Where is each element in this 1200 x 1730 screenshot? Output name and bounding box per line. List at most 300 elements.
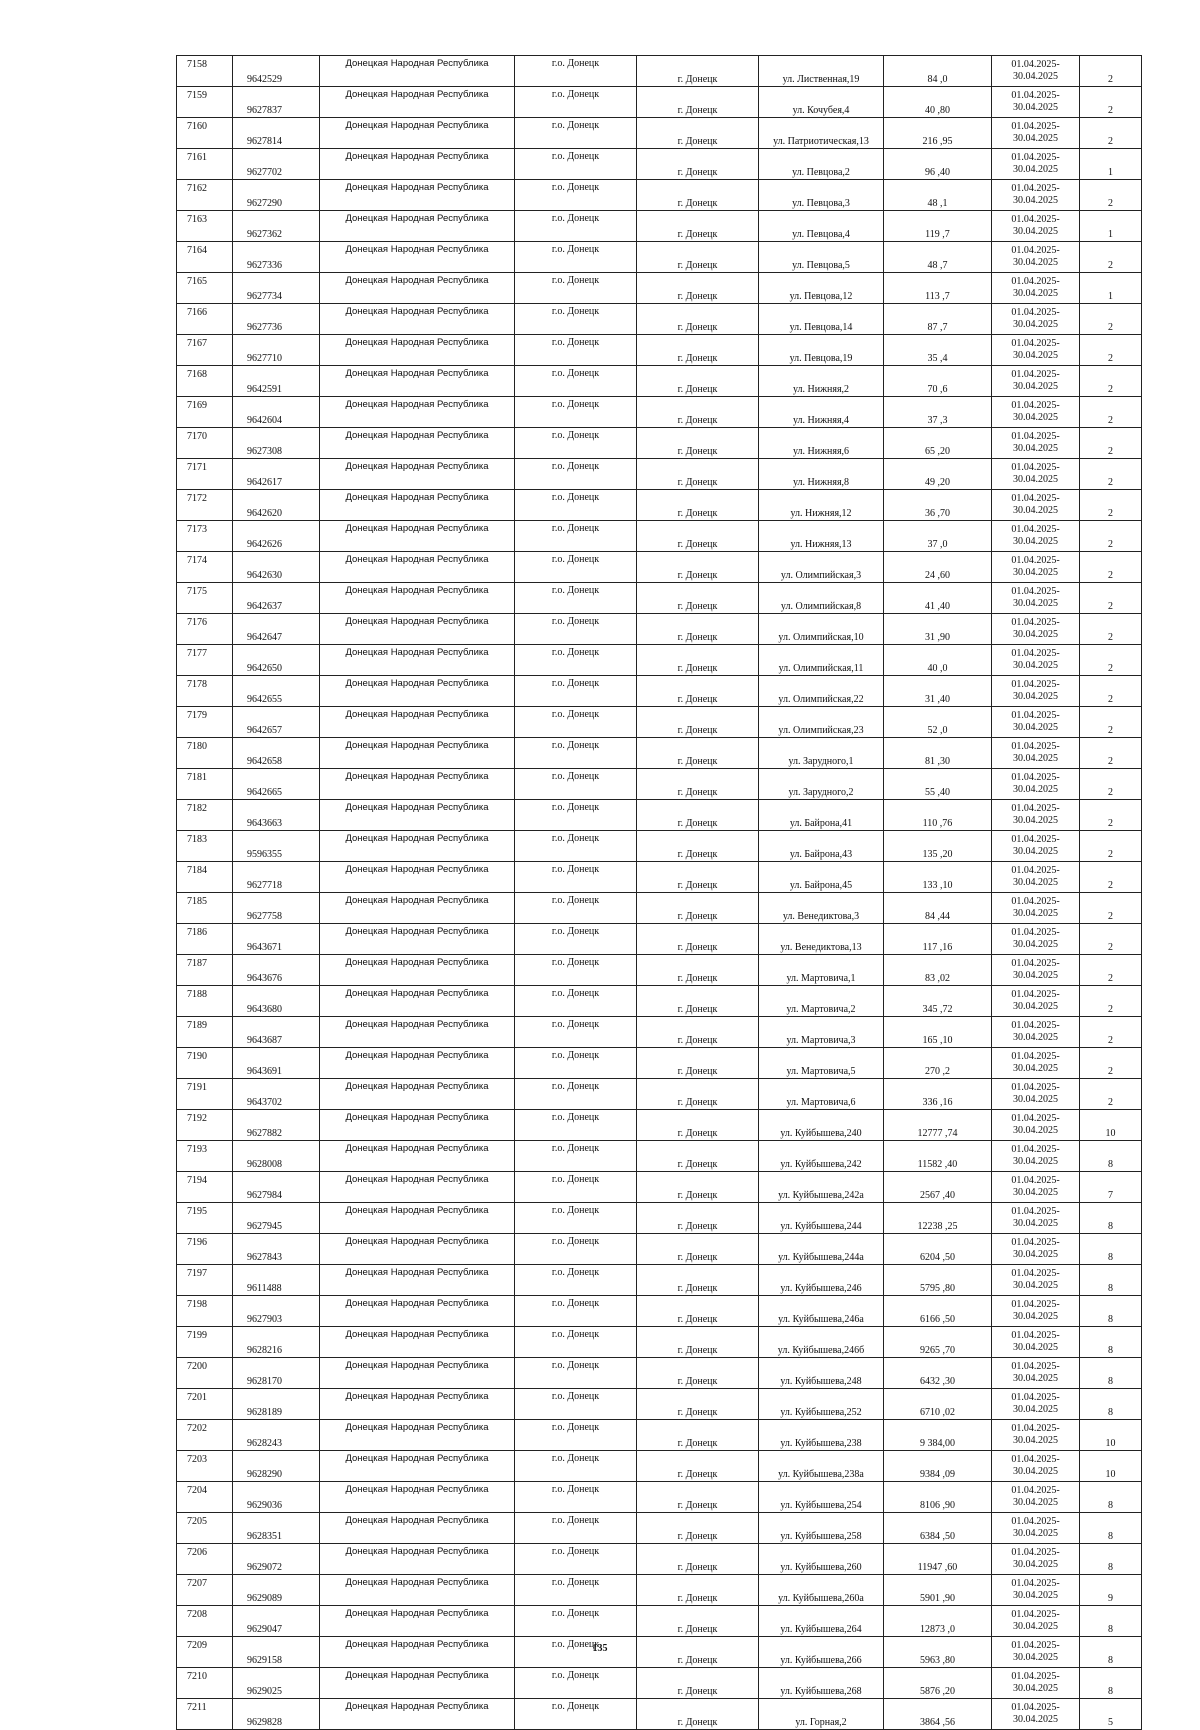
area-cell: 96 ,40 bbox=[884, 149, 992, 180]
period-end: 30.04.2025 bbox=[1013, 1125, 1058, 1136]
street-address-cell: ул. Певцова,5 bbox=[759, 242, 884, 273]
period-end: 30.04.2025 bbox=[1013, 1435, 1058, 1446]
city-cell: г. Донецк bbox=[637, 428, 759, 459]
period-end: 30.04.2025 bbox=[1013, 970, 1058, 981]
period-start: 01.04.2025- bbox=[1011, 1423, 1060, 1434]
table-row bbox=[177, 304, 1142, 335]
row-number-cell: 7172 bbox=[177, 490, 233, 521]
city-cell: г. Донецк bbox=[637, 1296, 759, 1327]
row-number-cell: 7195 bbox=[177, 1203, 233, 1234]
period-end: 30.04.2025 bbox=[1013, 1590, 1058, 1601]
city-cell: г. Донецк bbox=[637, 831, 759, 862]
period-start: 01.04.2025- bbox=[1011, 307, 1060, 318]
city-cell: г. Донецк bbox=[637, 707, 759, 738]
row-number-cell: 7168 bbox=[177, 366, 233, 397]
period-start: 01.04.2025- bbox=[1011, 369, 1060, 380]
period-start: 01.04.2025- bbox=[1011, 1020, 1060, 1031]
period-cell bbox=[992, 273, 1080, 304]
street-address-cell: ул. Куйбышева,244 bbox=[759, 1203, 884, 1234]
street-address-cell: ул. Нижняя,8 bbox=[759, 459, 884, 490]
district-cell: г.о. Донецк bbox=[515, 180, 637, 211]
area-cell: 9265 ,70 bbox=[884, 1327, 992, 1358]
period-end: 30.04.2025 bbox=[1013, 753, 1058, 764]
object-code-cell: 9642617 bbox=[233, 459, 320, 490]
table-row bbox=[177, 1110, 1142, 1141]
area-cell: 84 ,0 bbox=[884, 56, 992, 87]
count-cell: 2 bbox=[1080, 459, 1142, 490]
republic-cell: Донецкая Народная Республика bbox=[320, 552, 515, 583]
city-cell: г. Донецк bbox=[637, 955, 759, 986]
area-cell: 48 ,1 bbox=[884, 180, 992, 211]
table-row bbox=[177, 335, 1142, 366]
city-cell: г. Донецк bbox=[637, 552, 759, 583]
period-end: 30.04.2025 bbox=[1013, 1466, 1058, 1477]
city-cell: г. Донецк bbox=[637, 800, 759, 831]
area-cell: 55 ,40 bbox=[884, 769, 992, 800]
district-cell: г.о. Донецк bbox=[515, 1668, 637, 1699]
period-end: 30.04.2025 bbox=[1013, 1156, 1058, 1167]
count-cell: 2 bbox=[1080, 56, 1142, 87]
row-number-cell: 7179 bbox=[177, 707, 233, 738]
period-end: 30.04.2025 bbox=[1013, 71, 1058, 82]
period-start: 01.04.2025- bbox=[1011, 1392, 1060, 1403]
district-cell: г.о. Донецк bbox=[515, 583, 637, 614]
period-end: 30.04.2025 bbox=[1013, 722, 1058, 733]
republic-cell: Донецкая Народная Республика bbox=[320, 769, 515, 800]
city-cell: г. Донецк bbox=[637, 521, 759, 552]
republic-cell: Донецкая Народная Республика bbox=[320, 1482, 515, 1513]
row-number-cell: 7185 bbox=[177, 893, 233, 924]
city-cell: г. Донецк bbox=[637, 1513, 759, 1544]
period-end: 30.04.2025 bbox=[1013, 1683, 1058, 1694]
count-cell: 8 bbox=[1080, 1265, 1142, 1296]
row-number-cell: 7203 bbox=[177, 1451, 233, 1482]
count-cell: 2 bbox=[1080, 1079, 1142, 1110]
street-address-cell: ул. Куйбышева,266 bbox=[759, 1637, 884, 1668]
period-cell bbox=[992, 1110, 1080, 1141]
street-address-cell: ул. Горная,2 bbox=[759, 1699, 884, 1730]
street-address-cell: ул. Куйбышева,260а bbox=[759, 1575, 884, 1606]
object-code-cell: 9642647 bbox=[233, 614, 320, 645]
street-address-cell: ул. Куйбышева,242а bbox=[759, 1172, 884, 1203]
street-address-cell: ул. Зарудного,1 bbox=[759, 738, 884, 769]
republic-cell: Донецкая Народная Республика bbox=[320, 428, 515, 459]
district-cell: г.о. Донецк bbox=[515, 645, 637, 676]
table-row bbox=[177, 893, 1142, 924]
district-cell: г.о. Донецк bbox=[515, 1451, 637, 1482]
area-cell: 119 ,7 bbox=[884, 211, 992, 242]
object-code-cell: 9627945 bbox=[233, 1203, 320, 1234]
table-row bbox=[177, 862, 1142, 893]
period-start: 01.04.2025- bbox=[1011, 1051, 1060, 1062]
city-cell: г. Донецк bbox=[637, 180, 759, 211]
row-number-cell: 7194 bbox=[177, 1172, 233, 1203]
street-address-cell: ул. Нижняя,12 bbox=[759, 490, 884, 521]
period-cell bbox=[992, 800, 1080, 831]
period-cell bbox=[992, 1296, 1080, 1327]
period-start: 01.04.2025- bbox=[1011, 958, 1060, 969]
period-end: 30.04.2025 bbox=[1013, 908, 1058, 919]
area-cell: 5795 ,80 bbox=[884, 1265, 992, 1296]
table-row bbox=[177, 1513, 1142, 1544]
period-start: 01.04.2025- bbox=[1011, 1361, 1060, 1372]
period-end: 30.04.2025 bbox=[1013, 1280, 1058, 1291]
table-row bbox=[177, 955, 1142, 986]
period-cell bbox=[992, 87, 1080, 118]
street-address-cell: ул. Байрона,45 bbox=[759, 862, 884, 893]
republic-cell: Донецкая Народная Республика bbox=[320, 1017, 515, 1048]
street-address-cell: ул. Куйбышева,260 bbox=[759, 1544, 884, 1575]
table-row bbox=[177, 1172, 1142, 1203]
street-address-cell: ул. Лиственная,19 bbox=[759, 56, 884, 87]
count-cell: 1 bbox=[1080, 149, 1142, 180]
count-cell: 2 bbox=[1080, 490, 1142, 521]
object-code-cell: 9627336 bbox=[233, 242, 320, 273]
city-cell: г. Донецк bbox=[637, 149, 759, 180]
row-number-cell: 7171 bbox=[177, 459, 233, 490]
table-row bbox=[177, 552, 1142, 583]
object-code-cell: 9628189 bbox=[233, 1389, 320, 1420]
table-row bbox=[177, 1420, 1142, 1451]
republic-cell: Донецкая Народная Республика bbox=[320, 1141, 515, 1172]
table-row bbox=[177, 273, 1142, 304]
address-table bbox=[176, 55, 1142, 1730]
count-cell: 2 bbox=[1080, 955, 1142, 986]
area-cell: 6432 ,30 bbox=[884, 1358, 992, 1389]
district-cell: г.о. Донецк bbox=[515, 831, 637, 862]
row-number-cell: 7197 bbox=[177, 1265, 233, 1296]
count-cell: 8 bbox=[1080, 1668, 1142, 1699]
republic-cell: Донецкая Народная Республика bbox=[320, 1668, 515, 1699]
count-cell: 2 bbox=[1080, 831, 1142, 862]
period-cell bbox=[992, 614, 1080, 645]
object-code-cell: 9627736 bbox=[233, 304, 320, 335]
period-cell bbox=[992, 1358, 1080, 1389]
row-number-cell: 7191 bbox=[177, 1079, 233, 1110]
district-cell: г.о. Донецк bbox=[515, 738, 637, 769]
district-cell: г.о. Донецк bbox=[515, 1389, 637, 1420]
period-start: 01.04.2025- bbox=[1011, 1268, 1060, 1279]
count-cell: 8 bbox=[1080, 1637, 1142, 1668]
area-cell: 31 ,90 bbox=[884, 614, 992, 645]
area-cell: 12777 ,74 bbox=[884, 1110, 992, 1141]
period-cell bbox=[992, 893, 1080, 924]
period-end: 30.04.2025 bbox=[1013, 784, 1058, 795]
period-cell bbox=[992, 397, 1080, 428]
object-code-cell: 9643671 bbox=[233, 924, 320, 955]
republic-cell: Донецкая Народная Республика bbox=[320, 955, 515, 986]
count-cell: 2 bbox=[1080, 862, 1142, 893]
city-cell: г. Донецк bbox=[637, 242, 759, 273]
row-number-cell: 7202 bbox=[177, 1420, 233, 1451]
city-cell: г. Донецк bbox=[637, 862, 759, 893]
republic-cell: Донецкая Народная Республика bbox=[320, 1451, 515, 1482]
period-end: 30.04.2025 bbox=[1013, 1218, 1058, 1229]
city-cell: г. Донецк bbox=[637, 1265, 759, 1296]
table-row bbox=[177, 490, 1142, 521]
object-code-cell: 9628216 bbox=[233, 1327, 320, 1358]
district-cell: г.о. Донецк bbox=[515, 1017, 637, 1048]
city-cell: г. Донецк bbox=[637, 1048, 759, 1079]
republic-cell: Донецкая Народная Республика bbox=[320, 1234, 515, 1265]
district-cell: г.о. Донецк bbox=[515, 552, 637, 583]
period-cell bbox=[992, 335, 1080, 366]
district-cell: г.о. Донецк bbox=[515, 955, 637, 986]
row-number-cell: 7189 bbox=[177, 1017, 233, 1048]
table-row bbox=[177, 1482, 1142, 1513]
object-code-cell: 9642637 bbox=[233, 583, 320, 614]
period-cell bbox=[992, 676, 1080, 707]
city-cell: г. Донецк bbox=[637, 986, 759, 1017]
count-cell: 2 bbox=[1080, 1048, 1142, 1079]
street-address-cell: ул. Певцова,14 bbox=[759, 304, 884, 335]
row-number-cell: 7210 bbox=[177, 1668, 233, 1699]
row-number-cell: 7162 bbox=[177, 180, 233, 211]
address-table-sheet bbox=[176, 55, 1141, 1730]
table-row bbox=[177, 1358, 1142, 1389]
street-address-cell: ул. Мартовича,1 bbox=[759, 955, 884, 986]
area-cell: 2567 ,40 bbox=[884, 1172, 992, 1203]
row-number-cell: 7166 bbox=[177, 304, 233, 335]
district-cell: г.о. Донецк bbox=[515, 893, 637, 924]
street-address-cell: ул. Олимпийская,8 bbox=[759, 583, 884, 614]
count-cell: 2 bbox=[1080, 335, 1142, 366]
period-cell bbox=[992, 831, 1080, 862]
table-row bbox=[177, 800, 1142, 831]
period-end: 30.04.2025 bbox=[1013, 567, 1058, 578]
period-start: 01.04.2025- bbox=[1011, 1578, 1060, 1589]
area-cell: 3864 ,56 bbox=[884, 1699, 992, 1730]
area-cell: 135 ,20 bbox=[884, 831, 992, 862]
row-number-cell: 7159 bbox=[177, 87, 233, 118]
object-code-cell: 9627290 bbox=[233, 180, 320, 211]
count-cell: 8 bbox=[1080, 1389, 1142, 1420]
period-start: 01.04.2025- bbox=[1011, 1485, 1060, 1496]
period-end: 30.04.2025 bbox=[1013, 1559, 1058, 1570]
area-cell: 9 384,00 bbox=[884, 1420, 992, 1451]
city-cell: г. Донецк bbox=[637, 1451, 759, 1482]
object-code-cell: 9628290 bbox=[233, 1451, 320, 1482]
table-row bbox=[177, 1234, 1142, 1265]
period-cell bbox=[992, 1172, 1080, 1203]
city-cell: г. Донецк bbox=[637, 1234, 759, 1265]
period-end: 30.04.2025 bbox=[1013, 474, 1058, 485]
count-cell: 9 bbox=[1080, 1575, 1142, 1606]
city-cell: г. Донецк bbox=[637, 738, 759, 769]
period-start: 01.04.2025- bbox=[1011, 1144, 1060, 1155]
period-end: 30.04.2025 bbox=[1013, 195, 1058, 206]
period-start: 01.04.2025- bbox=[1011, 1206, 1060, 1217]
area-cell: 40 ,80 bbox=[884, 87, 992, 118]
count-cell: 1 bbox=[1080, 211, 1142, 242]
count-cell: 8 bbox=[1080, 1482, 1142, 1513]
period-end: 30.04.2025 bbox=[1013, 288, 1058, 299]
district-cell: г.о. Донецк bbox=[515, 1172, 637, 1203]
city-cell: г. Донецк bbox=[637, 1110, 759, 1141]
street-address-cell: ул. Куйбышева,238 bbox=[759, 1420, 884, 1451]
period-start: 01.04.2025- bbox=[1011, 1516, 1060, 1527]
street-address-cell: ул. Певцова,2 bbox=[759, 149, 884, 180]
object-code-cell: 9642655 bbox=[233, 676, 320, 707]
period-start: 01.04.2025- bbox=[1011, 400, 1060, 411]
period-cell bbox=[992, 769, 1080, 800]
object-code-cell: 9627903 bbox=[233, 1296, 320, 1327]
page-number: 135 bbox=[592, 1643, 608, 1654]
row-number-cell: 7184 bbox=[177, 862, 233, 893]
republic-cell: Донецкая Народная Республика bbox=[320, 862, 515, 893]
street-address-cell: ул. Олимпийская,3 bbox=[759, 552, 884, 583]
object-code-cell: 9642665 bbox=[233, 769, 320, 800]
republic-cell: Донецкая Народная Республика bbox=[320, 583, 515, 614]
period-end: 30.04.2025 bbox=[1013, 1187, 1058, 1198]
row-number-cell: 7190 bbox=[177, 1048, 233, 1079]
street-address-cell: ул. Кочубея,4 bbox=[759, 87, 884, 118]
period-start: 01.04.2025- bbox=[1011, 1609, 1060, 1620]
area-cell: 81 ,30 bbox=[884, 738, 992, 769]
street-address-cell: ул. Олимпийская,23 bbox=[759, 707, 884, 738]
table-row bbox=[177, 242, 1142, 273]
area-cell: 31 ,40 bbox=[884, 676, 992, 707]
period-cell bbox=[992, 645, 1080, 676]
city-cell: г. Донецк bbox=[637, 87, 759, 118]
city-cell: г. Донецк bbox=[637, 1079, 759, 1110]
district-cell: г.о. Донецк bbox=[515, 1606, 637, 1637]
count-cell: 2 bbox=[1080, 614, 1142, 645]
republic-cell: Донецкая Народная Республика bbox=[320, 180, 515, 211]
object-code-cell: 9642529 bbox=[233, 56, 320, 87]
city-cell: г. Донецк bbox=[637, 1668, 759, 1699]
period-end: 30.04.2025 bbox=[1013, 1001, 1058, 1012]
republic-cell: Донецкая Народная Республика bbox=[320, 87, 515, 118]
street-address-cell: ул. Куйбышева,264 bbox=[759, 1606, 884, 1637]
period-cell bbox=[992, 242, 1080, 273]
period-start: 01.04.2025- bbox=[1011, 586, 1060, 597]
object-code-cell: 9628170 bbox=[233, 1358, 320, 1389]
table-row bbox=[177, 1327, 1142, 1358]
table-row bbox=[177, 56, 1142, 87]
period-end: 30.04.2025 bbox=[1013, 133, 1058, 144]
street-address-cell: ул. Куйбышева,248 bbox=[759, 1358, 884, 1389]
count-cell: 2 bbox=[1080, 800, 1142, 831]
area-cell: 6710 ,02 bbox=[884, 1389, 992, 1420]
area-cell: 87 ,7 bbox=[884, 304, 992, 335]
area-cell: 83 ,02 bbox=[884, 955, 992, 986]
count-cell: 10 bbox=[1080, 1110, 1142, 1141]
area-cell: 36 ,70 bbox=[884, 490, 992, 521]
period-cell bbox=[992, 1606, 1080, 1637]
period-end: 30.04.2025 bbox=[1013, 1249, 1058, 1260]
period-start: 01.04.2025- bbox=[1011, 803, 1060, 814]
city-cell: г. Донецк bbox=[637, 1358, 759, 1389]
republic-cell: Донецкая Народная Республика bbox=[320, 149, 515, 180]
object-code-cell: 9628351 bbox=[233, 1513, 320, 1544]
table-row bbox=[177, 645, 1142, 676]
count-cell: 1 bbox=[1080, 273, 1142, 304]
district-cell: г.о. Донецк bbox=[515, 1048, 637, 1079]
row-number-cell: 7160 bbox=[177, 118, 233, 149]
period-start: 01.04.2025- bbox=[1011, 524, 1060, 535]
object-code-cell: 9642604 bbox=[233, 397, 320, 428]
republic-cell: Донецкая Народная Республика bbox=[320, 490, 515, 521]
row-number-cell: 7173 bbox=[177, 521, 233, 552]
district-cell: г.о. Донецк bbox=[515, 676, 637, 707]
count-cell: 2 bbox=[1080, 738, 1142, 769]
republic-cell: Донецкая Народная Республика bbox=[320, 1110, 515, 1141]
period-cell bbox=[992, 1513, 1080, 1544]
row-number-cell: 7192 bbox=[177, 1110, 233, 1141]
count-cell: 2 bbox=[1080, 583, 1142, 614]
area-cell: 84 ,44 bbox=[884, 893, 992, 924]
period-cell bbox=[992, 986, 1080, 1017]
period-start: 01.04.2025- bbox=[1011, 741, 1060, 752]
table-row bbox=[177, 1296, 1142, 1327]
table-row bbox=[177, 1079, 1142, 1110]
area-cell: 216 ,95 bbox=[884, 118, 992, 149]
period-cell bbox=[992, 1234, 1080, 1265]
district-cell: г.о. Донецк bbox=[515, 1327, 637, 1358]
count-cell: 7 bbox=[1080, 1172, 1142, 1203]
period-start: 01.04.2025- bbox=[1011, 555, 1060, 566]
table-row bbox=[177, 738, 1142, 769]
city-cell: г. Донецк bbox=[637, 304, 759, 335]
row-number-cell: 7174 bbox=[177, 552, 233, 583]
period-end: 30.04.2025 bbox=[1013, 1311, 1058, 1322]
object-code-cell: 9627702 bbox=[233, 149, 320, 180]
district-cell: г.о. Донецк bbox=[515, 242, 637, 273]
period-cell bbox=[992, 428, 1080, 459]
city-cell: г. Донецк bbox=[637, 211, 759, 242]
area-cell: 12873 ,0 bbox=[884, 1606, 992, 1637]
street-address-cell: ул. Нижняя,13 bbox=[759, 521, 884, 552]
row-number-cell: 7186 bbox=[177, 924, 233, 955]
table-row bbox=[177, 1203, 1142, 1234]
object-code-cell: 9642626 bbox=[233, 521, 320, 552]
republic-cell: Донецкая Народная Республика bbox=[320, 521, 515, 552]
republic-cell: Донецкая Народная Республика bbox=[320, 242, 515, 273]
object-code-cell: 9642650 bbox=[233, 645, 320, 676]
republic-cell: Донецкая Народная Республика bbox=[320, 273, 515, 304]
street-address-cell: ул. Патриотическая,13 bbox=[759, 118, 884, 149]
republic-cell: Донецкая Народная Республика bbox=[320, 738, 515, 769]
district-cell: г.о. Донецк bbox=[515, 707, 637, 738]
city-cell: г. Донецк bbox=[637, 1420, 759, 1451]
count-cell: 2 bbox=[1080, 521, 1142, 552]
object-code-cell: 9643687 bbox=[233, 1017, 320, 1048]
object-code-cell: 9627362 bbox=[233, 211, 320, 242]
period-cell bbox=[992, 1575, 1080, 1606]
district-cell: г.о. Донецк bbox=[515, 986, 637, 1017]
area-cell: 11582 ,40 bbox=[884, 1141, 992, 1172]
district-cell: г.о. Донецк bbox=[515, 397, 637, 428]
object-code-cell: 9627843 bbox=[233, 1234, 320, 1265]
table-row bbox=[177, 1699, 1142, 1730]
period-cell bbox=[992, 459, 1080, 490]
period-start: 01.04.2025- bbox=[1011, 431, 1060, 442]
table-row bbox=[177, 397, 1142, 428]
period-cell bbox=[992, 955, 1080, 986]
republic-cell: Донецкая Народная Республика bbox=[320, 1296, 515, 1327]
area-cell: 345 ,72 bbox=[884, 986, 992, 1017]
city-cell: г. Донецк bbox=[637, 335, 759, 366]
count-cell: 10 bbox=[1080, 1451, 1142, 1482]
city-cell: г. Донецк bbox=[637, 1544, 759, 1575]
table-row bbox=[177, 1265, 1142, 1296]
street-address-cell: ул. Байрона,43 bbox=[759, 831, 884, 862]
street-address-cell: ул. Куйбышева,268 bbox=[759, 1668, 884, 1699]
republic-cell: Донецкая Народная Республика bbox=[320, 335, 515, 366]
count-cell: 8 bbox=[1080, 1544, 1142, 1575]
object-code-cell: 9629025 bbox=[233, 1668, 320, 1699]
